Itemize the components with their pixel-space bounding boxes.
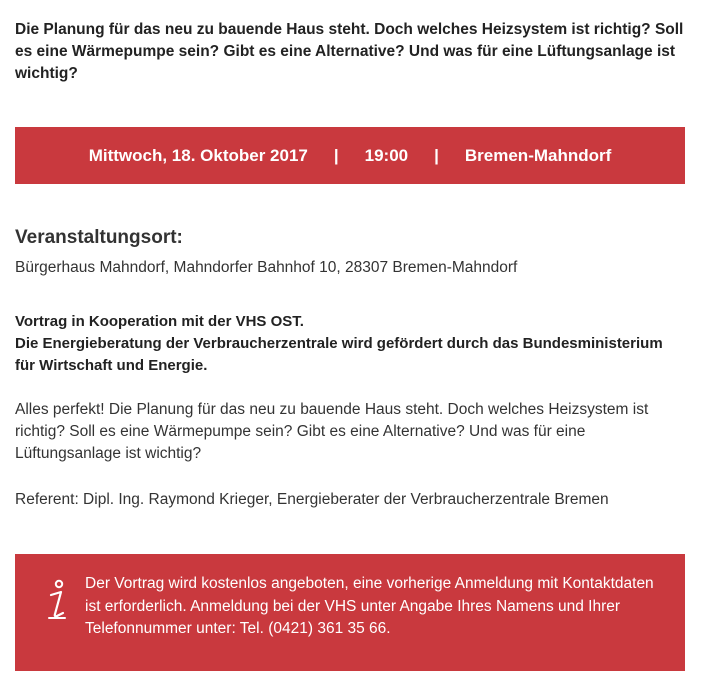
venue-address: Bürgerhaus Mahndorf, Mahndorfer Bahnhof 10, 28307 Bremen-Mahndorf [15, 259, 518, 276]
funding-line: Die Energieberatung der Verbraucherzentrale wird gefördert durch das Bundesministerium für Wirtschaft und Energie. [15, 335, 663, 374]
event-date: Mittwoch, 18. Oktober 2017 [88, 145, 308, 165]
intro-text: Die Planung für das neu zu bauende Haus steht. Doch welches Heizsystem ist richtig? Soll es eine Wärmepumpe sein? Gibt es eine Alternative? Und was für eine Lüftungsanlage ist wichtig? [15, 21, 684, 82]
registration-info-text: Der Vortrag wird kostenlos angeboten, eine vorherige Anmeldung mit Kontaktdaten ist erforderlich. Anmeldung bei der VHS unter Angabe Ihres Namens und Ihrer Telefonnummer unter: Tel. (0421) 361 35 66. [85, 575, 654, 637]
speaker-info: Referent: Dipl. Ing. Raymond Krieger, Energieberater der Verbraucherzentrale Bremen [15, 491, 609, 508]
cooperation-note [15, 311, 685, 377]
event-location: Bremen-Mahndorf [464, 145, 612, 165]
registration-info-box [15, 554, 685, 671]
cooperation-line: Vortrag in Kooperation mit der VHS OST. [15, 313, 304, 330]
venue-heading: Veranstaltungsort: [15, 227, 183, 248]
event-banner [15, 127, 685, 184]
info-icon [45, 578, 69, 622]
banner-separator: | [434, 145, 439, 165]
event-time: 19:00 [364, 145, 409, 165]
event-description: Alles perfekt! Die Planung für das neu zu bauende Haus steht. Doch welches Heizsystem ist richtig? Soll es eine Wärmepumpe sein? Gibt es eine Alternative? Und was für eine Lüftungsanlage ist wichtig? [15, 401, 649, 462]
banner-separator: | [333, 145, 339, 165]
